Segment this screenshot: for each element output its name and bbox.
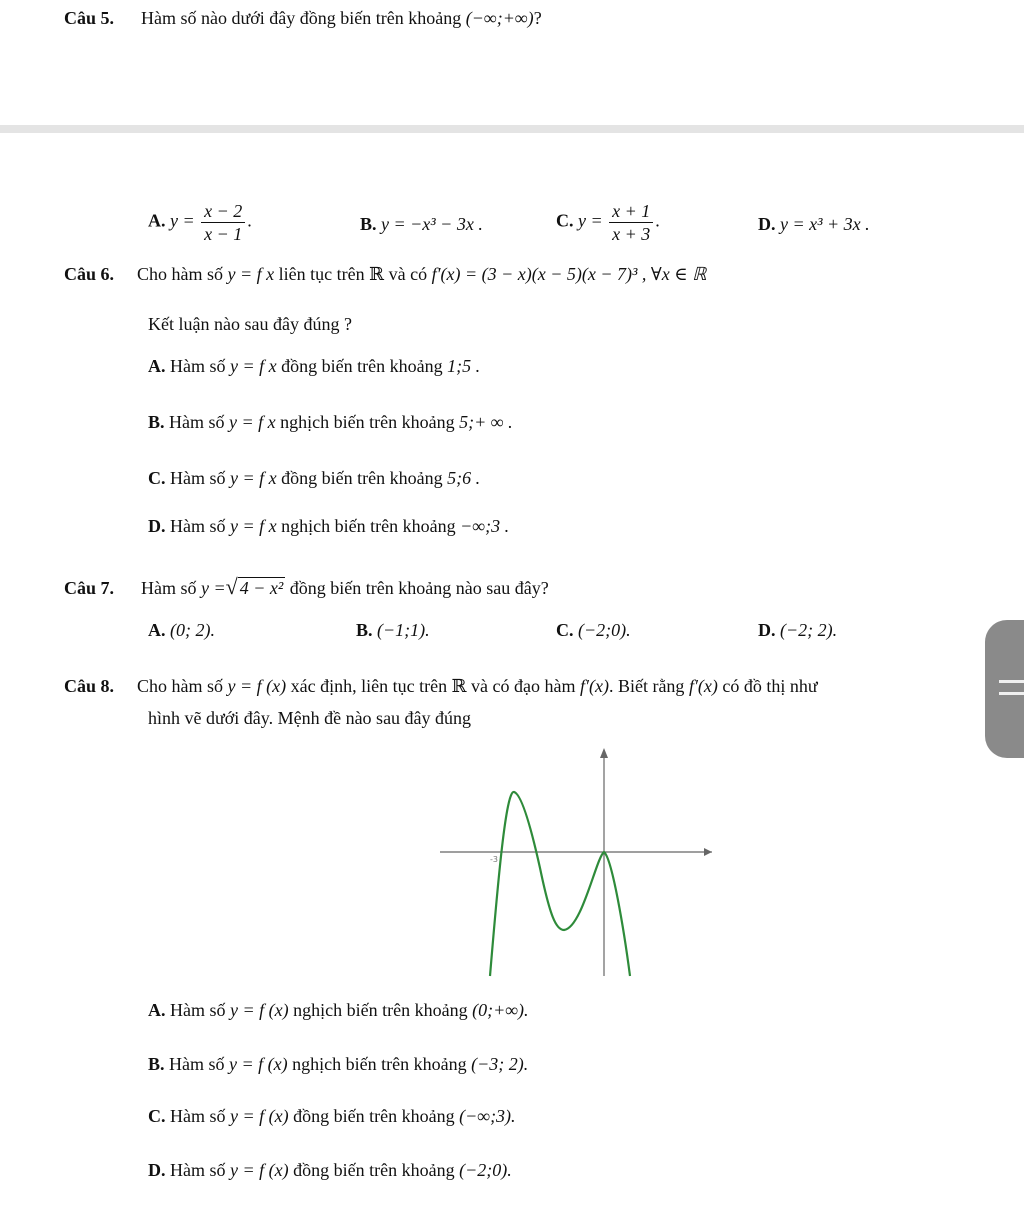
q5-line [64, 8, 542, 29]
math-expr: y = −x³ − 3x . [381, 214, 483, 234]
option-label: B. [356, 620, 373, 640]
q6-derivative: f′(x) = (3 − x)(x − 5)(x − 7)³ , ∀x ∈ ℝ [431, 264, 707, 284]
option-interval: (−3; 2). [471, 1054, 529, 1074]
math-fx: y = f x [227, 264, 275, 284]
option-interval: 5;+ ∞ . [459, 412, 513, 432]
math-fx: y = f (x) [230, 1160, 289, 1180]
option-interval: 5;6 . [447, 468, 481, 488]
option-value: (−2;0). [578, 620, 631, 640]
q6-number: Câu 6. [64, 264, 115, 284]
q7-option-b[interactable] [356, 620, 430, 641]
grip-line-icon [999, 692, 1024, 695]
math-fx: y = f (x) [227, 676, 287, 696]
option-value: (−2; 2). [780, 620, 838, 640]
derivative-curve [490, 792, 630, 976]
option-value: (−1;1). [377, 620, 430, 640]
option-interval: (−∞;3). [459, 1106, 516, 1126]
q6-line [64, 264, 706, 285]
math-expr: y = x³ + 3x . [780, 214, 870, 234]
q7-stem-b: đồng biến trên khoảng nào sau đây? [289, 578, 549, 598]
page-divider [0, 125, 1024, 133]
option-label: A. [148, 1000, 166, 1020]
derivative-graph [432, 740, 722, 980]
q5-interval: (−∞;+∞) [465, 8, 534, 28]
q5-number: Câu 5. [64, 8, 115, 28]
option-label: C. [556, 620, 574, 640]
option-label: D. [758, 620, 776, 640]
option-pre: Hàm số [170, 468, 226, 488]
punct: . [247, 210, 252, 231]
option-text: nghịch biến trên khoảng [292, 1054, 467, 1074]
math-fx: y = f x [230, 516, 277, 536]
math-fx: y = f x [230, 468, 277, 488]
option-interval: (0;+∞). [472, 1000, 529, 1020]
math-fx: y = f x [229, 412, 276, 432]
q5-option-b[interactable] [360, 214, 483, 235]
y-axis-arrow-icon [600, 748, 608, 758]
option-label: B. [148, 1054, 165, 1074]
option-label: A. [148, 210, 166, 231]
option-interval: −∞;3 . [460, 516, 510, 536]
q5-option-a[interactable] [148, 200, 252, 245]
q8-stem-line2: hình vẽ dưới đây. Mệnh đề nào sau đây đúng [148, 708, 472, 728]
q6-stem-b: liên tục trên ℝ và có [278, 264, 428, 284]
option-text: đồng biến trên khoảng [293, 1106, 455, 1126]
math-fprime: f′(x) [580, 676, 609, 696]
fraction [201, 200, 245, 245]
option-pre: Hàm số [170, 516, 226, 536]
math-fx: y = f (x) [230, 1106, 289, 1126]
punct: . [655, 210, 660, 231]
fraction [609, 200, 653, 245]
sqrt-sign-icon: √ [225, 574, 238, 599]
option-label: B. [360, 214, 377, 234]
x-marker-label: -3 [490, 855, 498, 864]
q7-option-c[interactable] [556, 620, 631, 641]
option-label: D. [148, 1160, 166, 1180]
option-text: nghịch biến trên khoảng [281, 516, 456, 536]
q7-stem: Hàm số [141, 578, 197, 598]
x-axis-arrow-icon [704, 848, 712, 856]
option-pre: Hàm số [170, 1160, 226, 1180]
option-label: C. [556, 210, 574, 231]
option-pre: Hàm số [169, 1054, 225, 1074]
q8-stem-d: có đồ thị như [722, 676, 818, 696]
q5-stem: Hàm số nào dưới đây đồng biến trên khoảng [141, 8, 462, 28]
q6-option-a[interactable] [148, 356, 480, 377]
option-pre: Hàm số [170, 356, 226, 376]
q7-option-a[interactable] [148, 620, 215, 641]
q8-option-d[interactable] [148, 1160, 512, 1181]
q7-option-d[interactable] [758, 620, 837, 641]
math-fprime: f′(x) [688, 676, 718, 696]
grip-line-icon [999, 680, 1024, 683]
math-fx: y = f (x) [230, 1000, 289, 1020]
math-lhs: y = [170, 210, 195, 231]
fraction-numerator: x + 1 [609, 200, 653, 223]
q6-stem: Cho hàm số [137, 264, 224, 284]
option-text: đồng biến trên khoảng [293, 1160, 455, 1180]
q7-line [64, 574, 549, 600]
q8-stem: Cho hàm số [137, 676, 224, 696]
option-value: (0; 2). [170, 620, 215, 640]
q8-number: Câu 8. [64, 676, 115, 696]
q8-option-b[interactable] [148, 1054, 528, 1075]
option-pre: Hàm số [169, 412, 225, 432]
option-label: D. [148, 516, 166, 536]
option-pre: Hàm số [170, 1106, 226, 1126]
q5-option-d[interactable] [758, 214, 870, 235]
option-text: đồng biến trên khoảng [281, 468, 443, 488]
option-text: đồng biến trên khoảng [281, 356, 443, 376]
option-label: B. [148, 412, 165, 432]
q8-line [64, 676, 818, 697]
q8-stem-b: xác định, liên tục trên ℝ và có đạo hàm [290, 676, 576, 696]
option-label: A. [148, 620, 166, 640]
option-interval: 1;5 . [447, 356, 481, 376]
q8-option-c[interactable] [148, 1106, 516, 1127]
math-fx: y = f (x) [229, 1054, 288, 1074]
math-fx: y = f x [230, 356, 277, 376]
q8-stem-c: . Biết rằng [608, 676, 685, 696]
option-interval: (−2;0). [459, 1160, 512, 1180]
fraction-denominator: x − 1 [204, 224, 243, 244]
fraction-numerator: x − 2 [201, 200, 245, 223]
q6-option-b[interactable] [148, 412, 513, 433]
q8-option-a[interactable] [148, 1000, 529, 1021]
option-label: C. [148, 1106, 166, 1126]
scroll-handle[interactable] [985, 620, 1024, 758]
q5-qmark: ? [533, 8, 542, 28]
option-label: A. [148, 356, 166, 376]
q7-number: Câu 7. [64, 578, 115, 598]
q6-conclude: Kết luận nào sau đây đúng ? [148, 314, 352, 334]
option-pre: Hàm số [170, 1000, 226, 1020]
option-label: C. [148, 468, 166, 488]
option-text: nghịch biến trên khoảng [293, 1000, 468, 1020]
q6-option-d[interactable] [148, 516, 509, 537]
option-text: nghịch biến trên khoảng [280, 412, 455, 432]
math-lhs: y = [201, 578, 226, 598]
fraction-denominator: x + 3 [612, 224, 651, 244]
q6-option-c[interactable] [148, 468, 480, 489]
option-label: D. [758, 214, 776, 234]
math-lhs: y = [578, 210, 603, 231]
sqrt-radicand: 4 − x² [239, 578, 284, 598]
q5-option-c[interactable] [556, 200, 660, 245]
